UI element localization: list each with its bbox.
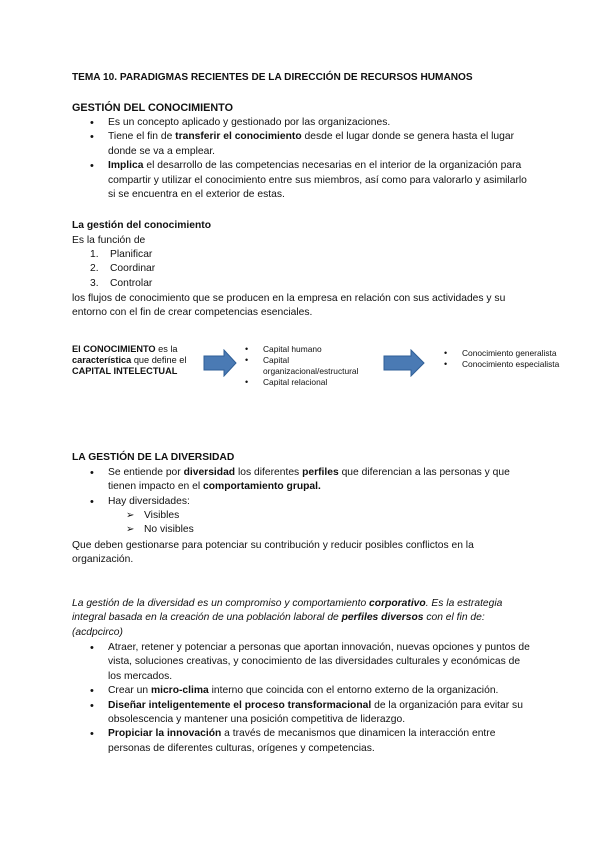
list-item: • Tiene el fin de transferir el conocimiento desde el lugar donde se genera hasta el lugar donde se va a emplear. [90, 130, 530, 159]
diversidad-outro: Que deben gestionarse para potenciar su contribución y reducir posibles conflictos en la organización. [72, 540, 474, 566]
gestion-intro: Es la función de [72, 235, 146, 246]
list-item: • Implica el desarrollo de las competencias necesarias en el interior de la organización para compartir y utilizar el conocimiento entre sus miembros, así como para valorarlo y asimilarlo si se encuentra en el exterior de estas. [90, 159, 530, 202]
diversidad-sublist [126, 509, 194, 538]
section-heading-conocimiento: GESTIÓN DEL CONOCIMIENTO [72, 102, 233, 114]
compromiso-paragraph: La gestión de la diversidad es un compromiso y comportamiento corporativo. Es la estrategia integral basada en la creación de una población laboral de perfiles diversos con el fin de:(acdpcirco) [72, 598, 503, 638]
list-item: • Hay diversidades: [90, 495, 530, 509]
list-item: • Capital humano [245, 344, 377, 355]
list-item: 1. Planificar [90, 249, 153, 260]
list-item: 3. Controlar [90, 277, 153, 289]
diversidad-bullets [90, 466, 530, 509]
diagram-capital-list [245, 344, 377, 388]
list-item: • Crear un micro-clima interno que coincida con el entorno externo de la organización. [90, 684, 530, 698]
list-item: • Capital organizacional/estructural [245, 355, 377, 377]
list-item: 2. Coordinar [90, 263, 156, 275]
list-item: • Se entiende por diversidad los diferentes perfiles que diferencian a las personas y que tienen impacto en el comportamiento grupal. [90, 466, 530, 495]
subheading-gestion: La gestión del conocimiento [72, 220, 212, 231]
list-item: • Propiciar la innovación a través de mecanismos que dinamicen la interacción entre personas de diferentes culturas, orígenes y competencias. [90, 727, 530, 756]
list-item: • Capital relacional [245, 377, 377, 388]
gestion-outro: los flujos de conocimiento que se producen en la empresa en relación con sus actividades y su entorno con el fin de crear competencias esenciales. [72, 293, 506, 319]
diagram-left-text: El CONOCIMIENTO es la característica que define el CAPITAL INTELECTUAL [72, 344, 187, 376]
list-item: ➢ Visibles [126, 509, 194, 523]
arrow-right-icon [203, 349, 237, 377]
diagram-conocimiento-list [444, 348, 584, 370]
list-item: ➢ No visibles [126, 523, 194, 537]
list-item: • Atraer, retener y potenciar a personas que aportan innovación, nuevas opciones y puntos de vista, soluciones creativas, y conocimiento de las diversidades culturales y económicas de los mercados. [90, 641, 530, 684]
list-item: • Conocimiento generalista [444, 348, 584, 359]
list-item: • Es un concepto aplicado y gestionado por las organizaciones. [90, 116, 530, 130]
list-item: • Conocimiento especialista [444, 359, 584, 370]
section-heading-diversidad: LA GESTIÓN DE LA DIVERSIDAD [72, 452, 235, 463]
document-title: TEMA 10. PARADIGMAS RECIENTES DE LA DIRECCIÓN DE RECURSOS HUMANOS [72, 72, 473, 83]
arrow-right-icon [383, 349, 425, 377]
list-item: • Diseñar inteligentemente el proceso transformacional de la organización para evitar su obsolescencia y mantener una posición competitiva de liderazgo. [90, 699, 530, 728]
gestion-numbered-list [90, 248, 155, 291]
compromiso-bullets [90, 641, 530, 756]
conocimiento-bullets [90, 116, 530, 202]
